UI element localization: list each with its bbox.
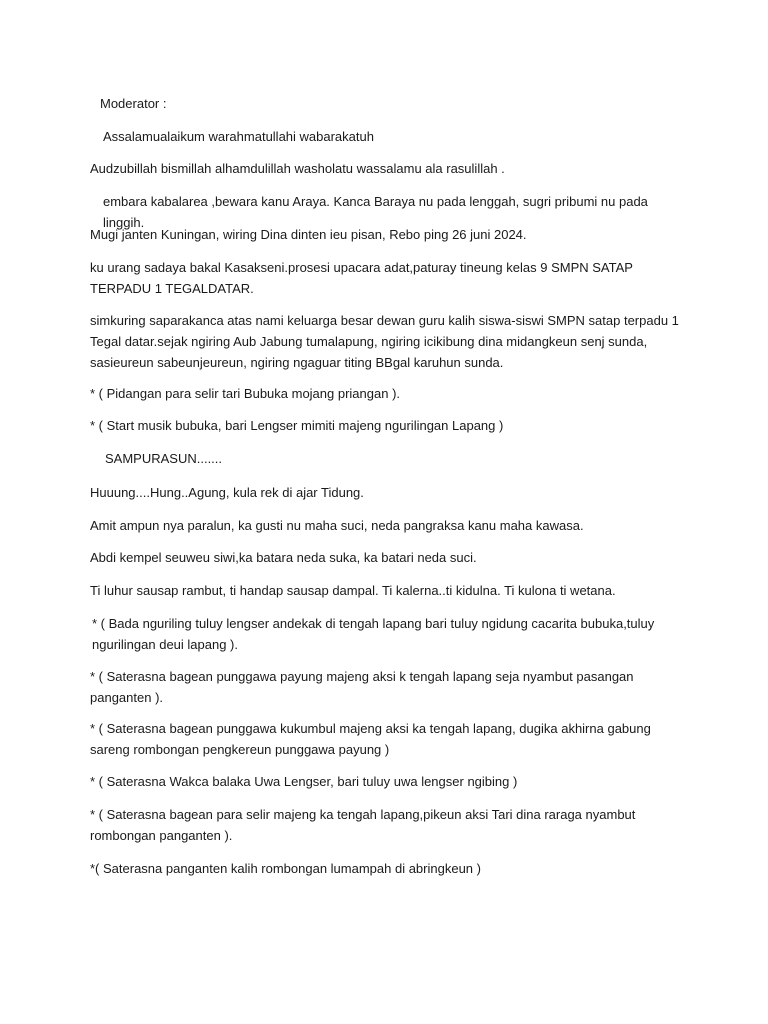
stage-direction-6: * ( Saterasna Wakca balaka Uwa Lengser, bari tuluy uwa lengser ngibing )	[90, 774, 518, 789]
stage-direction-7: * ( Saterasna bagean para selir majeng ka tengah lapang,pikeun aksi Tari dina raraga nyambut rombongan panganten ).	[90, 807, 636, 843]
event-description: ku urang sadaya bakal Kasakseni.prosesi upacara adat,paturay tineung kelas 9 SMPN SATAP TERPADU 1 TEGALDATAR.	[90, 260, 633, 296]
sampurasun-line: SAMPURASUN.......	[105, 451, 223, 466]
announcement-line: embara kabalarea ,bewara kanu Araya. Kanca Baraya nu pada lenggah, sugri pribumi nu pada linggih.	[103, 194, 648, 230]
verse-line-2: Amit ampun nya paralun, ka gusti nu maha suci, neda pangraksa kanu maha kawasa.	[90, 518, 584, 533]
stage-direction-5: * ( Saterasna bagean punggawa kukumbul majeng aksi ka tengah lapang, dugika akhirna gabung sareng rombongan pengkereun punggawa payung )	[90, 721, 651, 757]
verse-line-1: Huuung....Hung..Agung, kula rek di ajar Tidung.	[90, 485, 364, 500]
stage-direction-3: * ( Bada nguriling tuluy lengser andekak di tengah lapang bari tuluy ngidung cacarita bubuka,tuluy ngurilingan deui lapang ).	[92, 616, 655, 652]
stage-direction-2: * ( Start musik bubuka, bari Lengser mimiti majeng ngurilingan Lapang )	[90, 418, 504, 433]
stage-direction-4: * ( Saterasna bagean punggawa payung majeng aksi k tengah lapang seja nyambut pasangan panganten ).	[90, 669, 634, 705]
moderator-label: Moderator :	[100, 96, 167, 111]
opening-prayer: Audzubillah bismillah alhamdulillah washolatu wassalamu ala rasulillah .	[90, 161, 505, 176]
verse-line-3: Abdi kempel seuweu siwi,ka batara neda suka, ka batari neda suci.	[90, 550, 477, 565]
date-line: Mugi janten Kuningan, wiring Dina dinten ieu pisan, Rebo ping 26 juni 2024.	[90, 227, 527, 242]
stage-direction-8: *( Saterasna panganten kalih rombongan lumampah di abringkeun )	[90, 861, 481, 876]
greeting-line: Assalamualaikum warahmatullahi wabarakatuh	[103, 129, 374, 144]
verse-line-4: Ti luhur sausap rambut, ti handap sausap dampal. Ti kalerna..ti kidulna. Ti kulona ti wetana.	[90, 583, 616, 598]
stage-direction-1: * ( Pidangan para selir tari Bubuka mojang priangan ).	[90, 386, 401, 401]
school-paragraph: simkuring saparakanca atas nami keluarga besar dewan guru kalih siswa-siswi SMPN satap terpadu 1 Tegal datar.sejak ngiring Aub Jabung tumalapung, ngiring icikibung dina midangkeun senj sunda, sasieureun sabeunjeureun, ngiring ngaguar titing BBgal karuhun sunda.	[90, 313, 679, 370]
